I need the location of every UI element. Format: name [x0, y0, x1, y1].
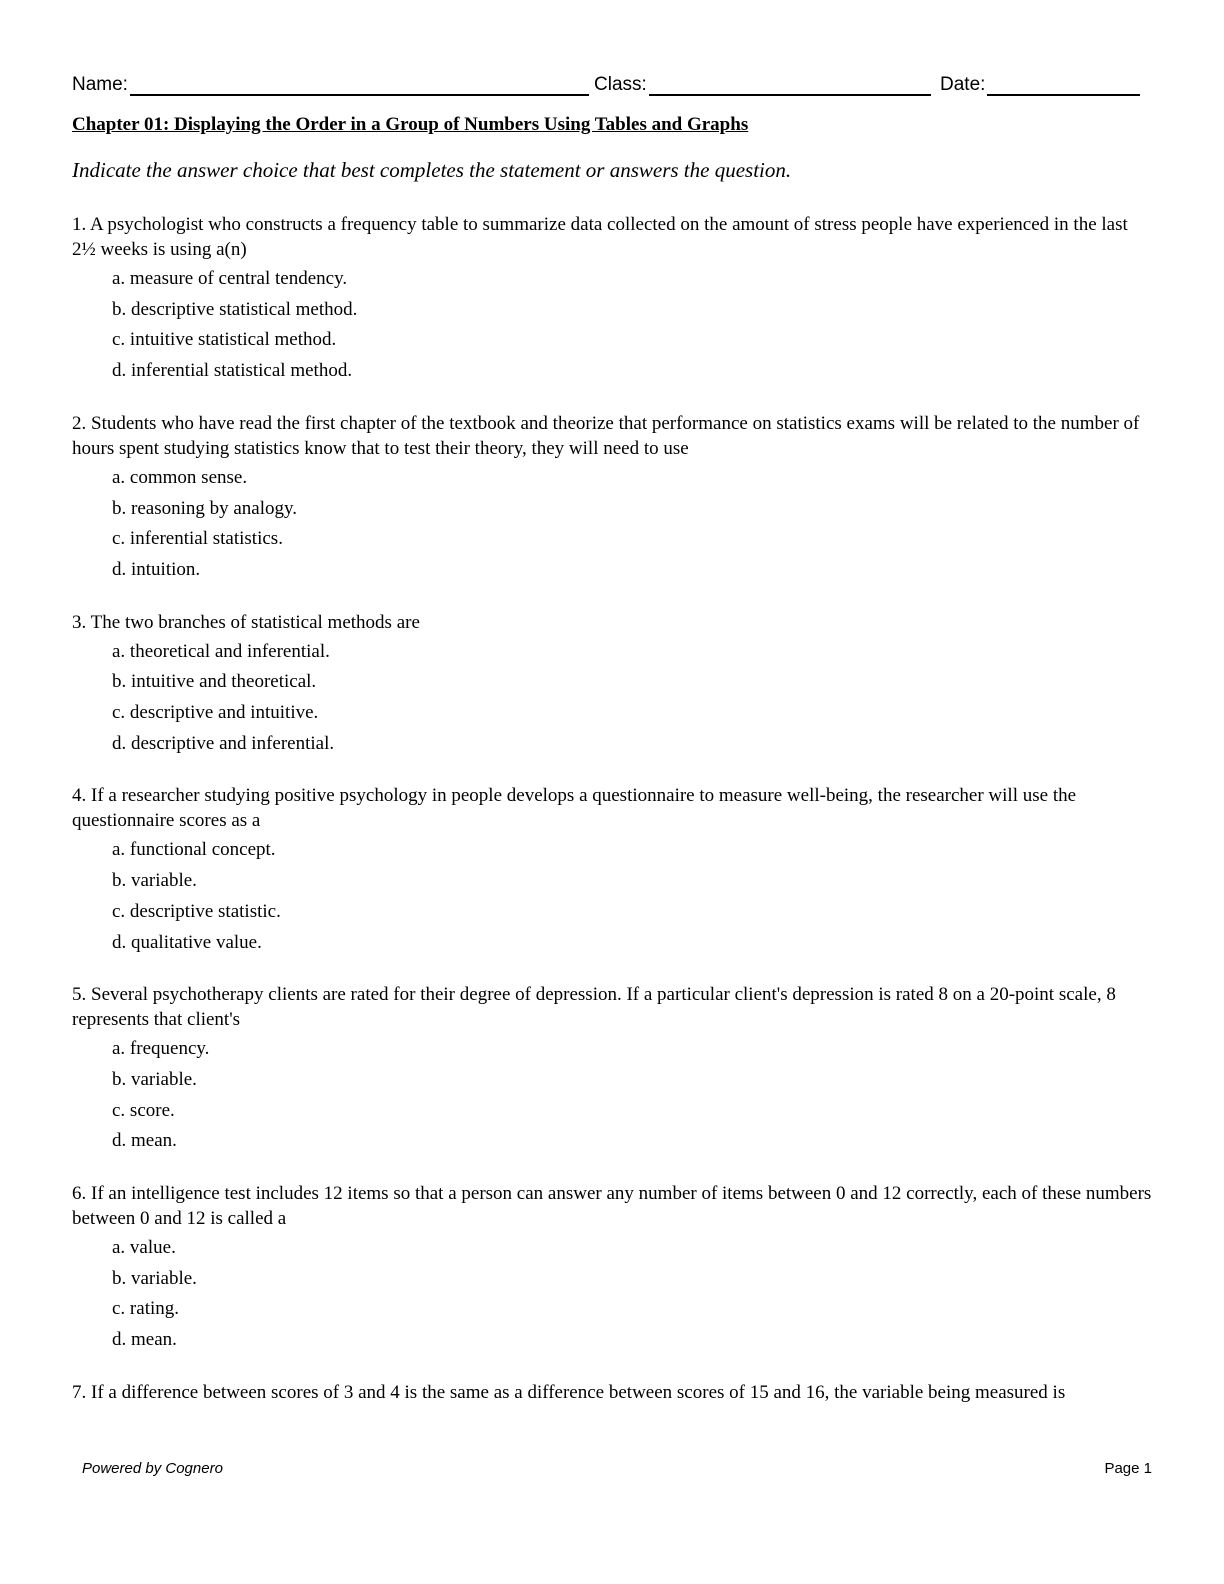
- chapter-title: Chapter 01: Displaying the Order in a Group of Numbers Using Tables and Graphs: [72, 114, 749, 135]
- question-stem: 4. If a researcher studying positive psychology in people develops a questionnaire to measure well-being, the researcher will use the questionnaire scores as a: [72, 785, 1077, 832]
- name-blank-line: [130, 74, 589, 96]
- answer-choice: a. measure of central tendency.: [112, 268, 348, 289]
- question-list: [72, 212, 1152, 1429]
- question-stem: 2. Students who have read the first chapter of the textbook and theorize that performance on statistics exams will be related to the number of hours spent studying statistics know that to test their theory, they will need to use: [72, 412, 1140, 459]
- answer-choice: b. variable.: [112, 1267, 197, 1289]
- answer-choice: c. descriptive and intuitive.: [112, 702, 319, 724]
- question-stem: 3. The two branches of statistical methods are: [72, 611, 420, 633]
- question-stem: 7. If a difference between scores of 3 and 4 is the same as a difference between scores of 15 and 16, the variable being measured is: [72, 1381, 1066, 1403]
- answer-choice: d. intuition.: [112, 558, 201, 580]
- date-label: Date:: [940, 74, 986, 95]
- answer-choice: c. inferential statistics.: [112, 528, 283, 550]
- answer-choices: [72, 264, 1152, 387]
- question-item: [72, 1181, 1152, 1356]
- answer-choice: c. intuitive statistical method.: [112, 329, 337, 351]
- answer-choices: [72, 463, 1152, 586]
- answer-choice: d. mean.: [112, 1130, 177, 1152]
- question-item: [72, 1380, 1152, 1405]
- date-blank-line: [987, 74, 1140, 96]
- answer-choices: [72, 637, 1152, 760]
- answer-choice: b. descriptive statistical method.: [112, 298, 358, 320]
- answer-choice: a. frequency.: [112, 1038, 210, 1060]
- answer-choice: a. value.: [112, 1237, 176, 1259]
- footer-powered-by: Powered by Cognero: [82, 1460, 223, 1477]
- answer-choice: b. reasoning by analogy.: [112, 497, 298, 519]
- class-label: Class:: [594, 74, 647, 95]
- class-field: [594, 72, 931, 96]
- name-field: [72, 72, 589, 96]
- answer-choices: [72, 1034, 1152, 1157]
- answer-choice: b. variable.: [112, 1068, 197, 1090]
- answer-choice: b. variable.: [112, 870, 197, 892]
- answer-choice: c. rating.: [112, 1298, 180, 1320]
- answer-choice: d. inferential statistical method.: [112, 360, 353, 382]
- question-stem: 5. Several psychotherapy clients are rated for their degree of depression. If a particular client's depression is rated 8 on a 20-point scale, 8 represents that client's: [72, 984, 1116, 1031]
- name-label: Name:: [72, 74, 128, 95]
- question-item: [72, 610, 1152, 760]
- question-stem: 1. A psychologist who constructs a frequency table to summarize data collected on the amount of stress people have experienced in the last 2½ weeks is using a(n): [72, 214, 1128, 260]
- student-info-header: [72, 72, 1144, 98]
- answer-choice: a. theoretical and inferential.: [112, 640, 330, 662]
- class-blank-line: [649, 74, 931, 96]
- answer-choice: d. descriptive and inferential.: [112, 732, 335, 754]
- answer-choice: c. score.: [112, 1099, 175, 1121]
- question-item: [72, 783, 1152, 958]
- instructions: Indicate the answer choice that best completes the statement or answers the question.: [72, 158, 792, 182]
- footer-page-number: Page 1: [1104, 1460, 1152, 1477]
- answer-choice: a. functional concept.: [112, 839, 276, 861]
- answer-choice: b. intuitive and theoretical.: [112, 671, 317, 693]
- question-item: [72, 411, 1152, 586]
- answer-choice: d. mean.: [112, 1329, 177, 1351]
- answer-choice: c. descriptive statistic.: [112, 900, 281, 922]
- answer-choice: a. common sense.: [112, 466, 248, 488]
- question-item: [72, 212, 1152, 387]
- answer-choice: d. qualitative value.: [112, 931, 262, 953]
- question-stem: 6. If an intelligence test includes 12 items so that a person can answer any number of items between 0 and 12 correctly, each of these numbers between 0 and 12 is called a: [72, 1183, 1152, 1230]
- answer-choices: [72, 835, 1152, 958]
- question-item: [72, 982, 1152, 1157]
- answer-choices: [72, 1233, 1152, 1356]
- date-field: [940, 72, 1140, 96]
